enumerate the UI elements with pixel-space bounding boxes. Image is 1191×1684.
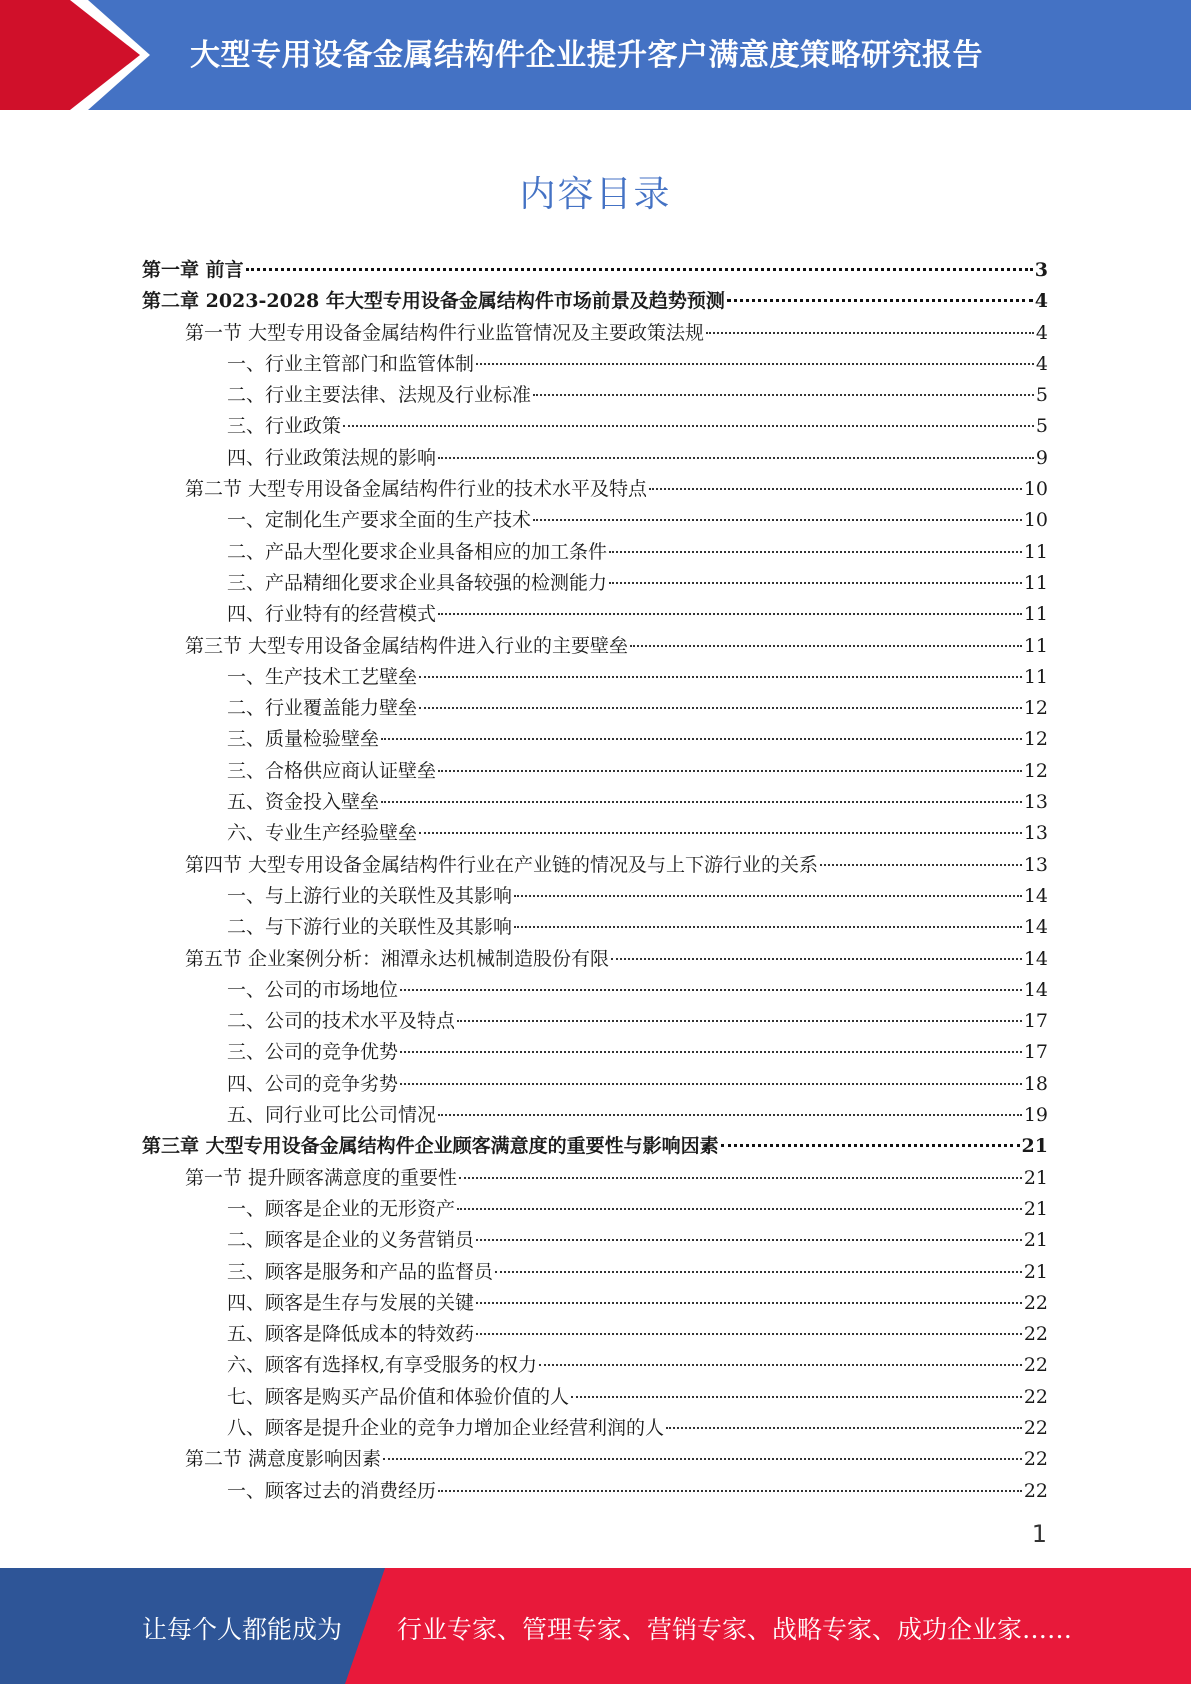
toc-entry-page: 22 — [1023, 1416, 1048, 1439]
toc-entry[interactable] — [142, 1319, 1048, 1350]
toc-entry-page: 22 — [1023, 1448, 1048, 1471]
toc-entry-page: 21 — [1023, 1260, 1048, 1283]
toc-entry-page: 13 — [1023, 853, 1048, 876]
toc-entry-label: 五、同行业可比公司情况 — [227, 1104, 437, 1127]
toc-dot-leader — [533, 519, 1022, 521]
toc-entry[interactable] — [142, 724, 1048, 755]
toc-entry-label: 二、与下游行业的关联性及其影响 — [227, 916, 513, 939]
toc-entry-page: 11 — [1023, 634, 1048, 657]
toc-entry[interactable] — [142, 693, 1048, 724]
toc-dot-leader — [419, 676, 1022, 678]
toc-dot-leader — [476, 1302, 1022, 1304]
toc-entry[interactable] — [142, 1163, 1048, 1194]
toc-entry-page: 21 — [1023, 1197, 1048, 1220]
toc-entry-page: 10 — [1023, 509, 1048, 532]
toc-dot-leader — [611, 958, 1022, 960]
toc-entry[interactable] — [142, 975, 1048, 1006]
toc-entry-page: 12 — [1023, 759, 1048, 782]
toc-entry[interactable] — [142, 568, 1048, 599]
toc-dot-leader — [438, 1114, 1022, 1116]
toc-entry-page: 22 — [1023, 1385, 1048, 1408]
toc-entry-page: 22 — [1023, 1291, 1048, 1314]
toc-entry-label: 第一章 前言 — [142, 259, 244, 281]
toc-entry[interactable] — [142, 380, 1048, 411]
footer-slogan-right: 行业专家、管理专家、营销专家、战略专家、成功企业家…… — [397, 1615, 1073, 1644]
toc-dot-leader — [400, 989, 1022, 991]
toc-entry-label: 二、行业主要法律、法规及行业标准 — [227, 384, 532, 407]
toc-dot-leader — [649, 488, 1022, 490]
toc-entry[interactable] — [142, 1413, 1048, 1444]
footer-banner — [0, 1568, 1191, 1684]
toc-entry-page: 12 — [1023, 728, 1048, 751]
toc-entry-label: 二、产品大型化要求企业具备相应的加工条件 — [227, 540, 608, 563]
toc-dot-leader — [630, 645, 1022, 647]
toc-entry[interactable] — [142, 1288, 1048, 1319]
toc-entry[interactable] — [142, 349, 1048, 380]
toc-entry-label: 八、顾客是提升企业的竞争力增加企业经营利润的人 — [227, 1416, 665, 1439]
toc-entry-label: 二、顾客是企业的义务营销员 — [227, 1229, 475, 1252]
toc-entry[interactable] — [142, 1257, 1048, 1288]
toc-entry-label: 一、行业主管部门和监管体制 — [227, 352, 475, 375]
toc-dot-leader — [457, 1208, 1022, 1210]
toc-entry-label: 第四节 大型专用设备金属结构件行业在产业链的情况及与上下游行业的关系 — [185, 853, 819, 876]
toc-dot-leader — [609, 582, 1022, 584]
toc-dot-leader — [706, 332, 1034, 334]
toc-entry-page: 18 — [1023, 1072, 1048, 1095]
toc-entry[interactable] — [142, 286, 1048, 317]
toc-entry[interactable] — [142, 1194, 1048, 1225]
toc-entry-label: 一、生产技术工艺壁垒 — [227, 665, 418, 688]
header-banner — [0, 0, 1191, 110]
toc-dot-leader — [438, 1490, 1022, 1492]
toc-dot-leader — [476, 1239, 1022, 1241]
toc-dot-leader — [400, 1051, 1022, 1053]
toc-entry-page: 13 — [1023, 791, 1048, 814]
toc-dot-leader — [666, 1427, 1022, 1429]
toc-entry-page: 5 — [1035, 415, 1048, 438]
toc-entry[interactable] — [142, 850, 1048, 881]
toc-entry-label: 第一节 大型专用设备金属结构件行业监管情况及主要政策法规 — [185, 321, 705, 344]
toc-entry-page: 4 — [1035, 321, 1048, 344]
footer-slogan-left: 让每个人都能成为 — [142, 1615, 343, 1644]
toc-dot-leader — [539, 1364, 1022, 1366]
toc-dot-leader — [381, 801, 1022, 803]
toc-entry-label: 四、顾客是生存与发展的关键 — [227, 1291, 475, 1314]
header-arrow-icon — [0, 0, 140, 110]
toc-entry-page: 5 — [1035, 384, 1048, 407]
toc-entry-label: 一、与上游行业的关联性及其影响 — [227, 884, 513, 907]
toc-entry-page: 22 — [1023, 1323, 1048, 1346]
toc-entry[interactable] — [142, 818, 1048, 849]
toc-entry-page: 17 — [1023, 1010, 1048, 1033]
toc-dot-leader — [533, 394, 1034, 396]
toc-entry-label: 一、顾客是企业的无形资产 — [227, 1197, 456, 1220]
toc-entry[interactable] — [142, 1006, 1048, 1037]
page-number: 1 — [1031, 1520, 1047, 1548]
toc-entry-page: 12 — [1023, 697, 1048, 720]
toc-dot-leader — [514, 895, 1022, 897]
toc-dot-leader — [438, 457, 1034, 459]
toc-entry[interactable] — [142, 944, 1048, 975]
report-title: 大型专用设备金属结构件企业提升客户满意度策略研究报告 — [190, 38, 983, 73]
toc-entry-label: 第一节 提升顾客满意度的重要性 — [185, 1166, 458, 1189]
toc-dot-leader — [721, 1144, 1020, 1147]
toc-entry-label: 三、顾客是服务和产品的监督员 — [227, 1260, 494, 1283]
toc-entry-label: 三、产品精细化要求企业具备较强的检测能力 — [227, 571, 608, 594]
toc-dot-leader — [343, 425, 1034, 427]
toc-dot-leader — [400, 1083, 1022, 1085]
toc-entry-page: 14 — [1023, 884, 1048, 907]
toc-entry-label: 第二章 2023-2028 年大型专用设备金属结构件市场前景及趋势预测 — [142, 290, 725, 313]
toc-dot-leader — [381, 738, 1022, 740]
toc-entry[interactable] — [142, 599, 1048, 630]
toc-entry[interactable] — [142, 1444, 1048, 1475]
toc-dot-leader — [476, 363, 1034, 365]
toc-dot-leader — [246, 268, 1033, 271]
toc-entry-label: 第三节 大型专用设备金属结构件进入行业的主要壁垒 — [185, 634, 629, 657]
toc-entry[interactable] — [142, 787, 1048, 818]
toc-dot-leader — [476, 1333, 1022, 1335]
toc-entry-label: 七、顾客是购买产品价值和体验价值的人 — [227, 1385, 570, 1408]
toc-entry-page: 10 — [1023, 478, 1048, 501]
toc-dot-leader — [457, 1020, 1022, 1022]
toc-entry-page: 21 — [1023, 1229, 1048, 1252]
toc-entry[interactable] — [142, 1131, 1048, 1162]
toc-entry-page: 14 — [1023, 978, 1048, 1001]
toc-dot-leader — [571, 1396, 1022, 1398]
toc-entry[interactable] — [142, 1382, 1048, 1413]
toc-entry-page: 21 — [1021, 1135, 1048, 1158]
toc-entry-page: 3 — [1034, 259, 1048, 281]
toc-entry-page: 19 — [1023, 1104, 1048, 1127]
toc-entry[interactable] — [142, 912, 1048, 943]
toc-entry-label: 四、行业特有的经营模式 — [227, 603, 437, 626]
toc-entry-label: 三、行业政策 — [227, 415, 342, 438]
toc-entry-page: 4 — [1034, 290, 1048, 313]
toc-entry-page: 14 — [1023, 947, 1048, 970]
toc-heading: 内容目录 — [519, 174, 672, 215]
toc-entry-label: 一、顾客过去的消费经历 — [227, 1479, 437, 1502]
toc-entry-page: 9 — [1035, 446, 1048, 469]
toc-entry-label: 第二节 满意度影响因素 — [185, 1448, 382, 1471]
toc-entry-label: 第二节 大型专用设备金属结构件行业的技术水平及特点 — [185, 478, 648, 501]
toc-entry[interactable] — [142, 1476, 1048, 1507]
toc-entry-label: 三、合格供应商认证壁垒 — [227, 759, 437, 782]
toc-entry[interactable] — [142, 1037, 1048, 1068]
toc-dot-leader — [438, 613, 1022, 615]
toc-dot-leader — [459, 1177, 1022, 1179]
toc-entry-label: 五、顾客是降低成本的特效药 — [227, 1323, 475, 1346]
toc-entry[interactable] — [142, 443, 1048, 474]
toc-entry-page: 11 — [1023, 571, 1048, 594]
toc-dot-leader — [419, 707, 1022, 709]
toc-dot-leader — [727, 299, 1033, 302]
toc-entry-label: 第三章 大型专用设备金属结构件企业顾客满意度的重要性与影响因素 — [142, 1135, 719, 1158]
toc-entry-page: 17 — [1023, 1041, 1048, 1064]
toc-entry[interactable] — [142, 662, 1048, 693]
toc-dot-leader — [383, 1458, 1022, 1460]
toc-entry-page: 22 — [1023, 1479, 1048, 1502]
toc-dot-leader — [419, 832, 1022, 834]
toc-entry-page: 21 — [1023, 1166, 1048, 1189]
toc-entry-label: 六、专业生产经验壁垒 — [227, 822, 418, 845]
toc-dot-leader — [438, 770, 1022, 772]
toc-entry-label: 二、行业覆盖能力壁垒 — [227, 697, 418, 720]
toc-entry[interactable] — [142, 881, 1048, 912]
toc-entry[interactable] — [142, 1350, 1048, 1381]
toc-dot-leader — [820, 864, 1022, 866]
toc-dot-leader — [514, 926, 1022, 928]
toc-entry[interactable] — [142, 318, 1048, 349]
toc-entry-page: 11 — [1023, 603, 1048, 626]
toc-entry-page: 14 — [1023, 916, 1048, 939]
toc-entry-page: 11 — [1023, 665, 1048, 688]
toc-entry-label: 第五节 企业案例分析：湘潭永达机械制造股份有限 — [185, 947, 610, 970]
toc-entry[interactable] — [142, 1100, 1048, 1131]
toc-entry[interactable] — [142, 537, 1048, 568]
toc-entry-page: 11 — [1023, 540, 1048, 563]
toc-entry[interactable] — [142, 411, 1048, 442]
toc-entry[interactable] — [142, 1069, 1048, 1100]
toc-entry[interactable] — [142, 631, 1048, 662]
toc-dot-leader — [495, 1271, 1022, 1273]
toc-entry-label: 一、定制化生产要求全面的生产技术 — [227, 509, 532, 532]
toc-entry[interactable] — [142, 1225, 1048, 1256]
toc-entry-label: 四、公司的竞争劣势 — [227, 1072, 399, 1095]
toc-entry-page: 4 — [1035, 352, 1048, 375]
toc-entry-label: 四、行业政策法规的影响 — [227, 446, 437, 469]
toc-dot-leader — [609, 551, 1022, 553]
toc-entry-label: 五、资金投入壁垒 — [227, 791, 380, 814]
toc-entry-page: 22 — [1023, 1354, 1048, 1377]
toc-entry[interactable] — [142, 756, 1048, 787]
table-of-contents — [142, 255, 1048, 1507]
toc-entry-page: 13 — [1023, 822, 1048, 845]
toc-entry-label: 二、公司的技术水平及特点 — [227, 1010, 456, 1033]
toc-entry-label: 三、公司的竞争优势 — [227, 1041, 399, 1064]
toc-entry[interactable] — [142, 474, 1048, 505]
toc-entry[interactable] — [142, 255, 1048, 286]
toc-entry-label: 六、顾客有选择权,有享受服务的权力 — [227, 1354, 538, 1377]
toc-entry[interactable] — [142, 505, 1048, 536]
toc-entry-label: 三、质量检验壁垒 — [227, 728, 380, 751]
toc-entry-label: 一、公司的市场地位 — [227, 978, 399, 1001]
